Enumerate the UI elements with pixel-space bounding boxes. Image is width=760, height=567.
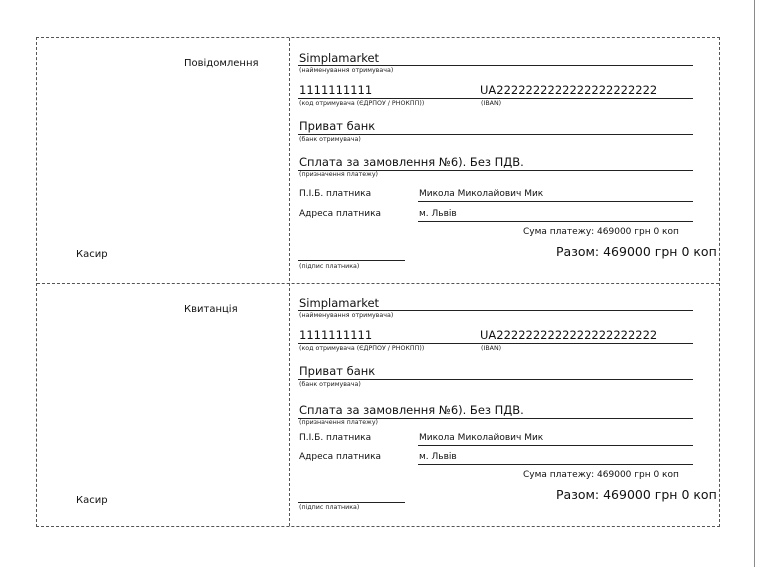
payer-address-label: Адреса платника: [299, 209, 382, 219]
payment-purpose: Сплата за замовлення №6). Без ПДВ.: [299, 155, 524, 169]
signature-line: [298, 502, 405, 503]
bank-line: [298, 379, 693, 380]
recipient-code: 1111111111: [299, 328, 373, 342]
bank-line: [298, 134, 693, 135]
bank-name: Приват банк: [299, 119, 376, 133]
recipient-code-caption: (код отримувача (ЄДРПОУ / РНОКПП)): [299, 345, 425, 352]
recipient-name: Simplamarket: [299, 51, 380, 65]
cashier-label: Касир: [76, 495, 108, 506]
receipt-slip: [0, 283, 760, 529]
notice-slip: [0, 37, 760, 283]
slip-title: Повідомлення: [184, 58, 259, 69]
payer-address: м. Львів: [419, 452, 457, 462]
payment-purpose: Сплата за замовлення №6). Без ПДВ.: [299, 403, 524, 417]
payer-name-line: [418, 201, 693, 202]
bank-name: Приват банк: [299, 364, 376, 378]
payer-name-label: П.І.Б. платника: [299, 189, 372, 199]
signature-caption: (підпис платника): [299, 263, 360, 270]
bank-caption: (банк отримувача): [299, 136, 361, 143]
payer-name-line: [418, 445, 693, 446]
recipient-code-line: [298, 98, 693, 99]
recipient-code-caption: (код отримувача (ЄДРПОУ / РНОКПП)): [299, 100, 425, 107]
recipient-code-line: [298, 343, 693, 344]
iban-caption: (IBAN): [481, 100, 502, 107]
payer-address-label: Адреса платника: [299, 452, 382, 462]
purpose-caption: (призначення платежу): [299, 419, 379, 426]
slip-title: Квитанція: [184, 304, 238, 315]
payer-name: Микола Миколайович Мик: [419, 189, 544, 199]
payment-total: Разом: 469000 грн 0 коп: [556, 487, 717, 502]
bank-caption: (банк отримувача): [299, 381, 361, 388]
payer-address: м. Львів: [419, 209, 457, 219]
recipient-name-caption: (найменування отримувача): [299, 67, 394, 74]
recipient-code: 1111111111: [299, 83, 373, 97]
recipient-name-line: [298, 65, 693, 66]
recipient-name: Simplamarket: [299, 296, 380, 310]
payer-address-line: [418, 464, 693, 465]
payer-name: Микола Миколайович Мик: [419, 433, 544, 443]
payment-total: Разом: 469000 грн 0 коп: [556, 244, 717, 259]
signature-line: [298, 260, 405, 261]
signature-caption: (підпис платника): [299, 504, 360, 511]
payment-sum: Сума платежу: 469000 грн 0 коп: [523, 470, 679, 480]
cashier-label: Касир: [76, 249, 108, 260]
payer-name-label: П.І.Б. платника: [299, 433, 372, 443]
recipient-name-line: [298, 310, 693, 311]
payment-sum: Сума платежу: 469000 грн 0 коп: [523, 227, 679, 237]
recipient-name-caption: (найменування отримувача): [299, 312, 394, 319]
recipient-iban: UA2222222222222222222222: [480, 83, 658, 97]
purpose-caption: (призначення платежу): [299, 171, 379, 178]
iban-caption: (IBAN): [481, 345, 502, 352]
payer-address-line: [418, 221, 693, 222]
recipient-iban: UA2222222222222222222222: [480, 328, 658, 342]
